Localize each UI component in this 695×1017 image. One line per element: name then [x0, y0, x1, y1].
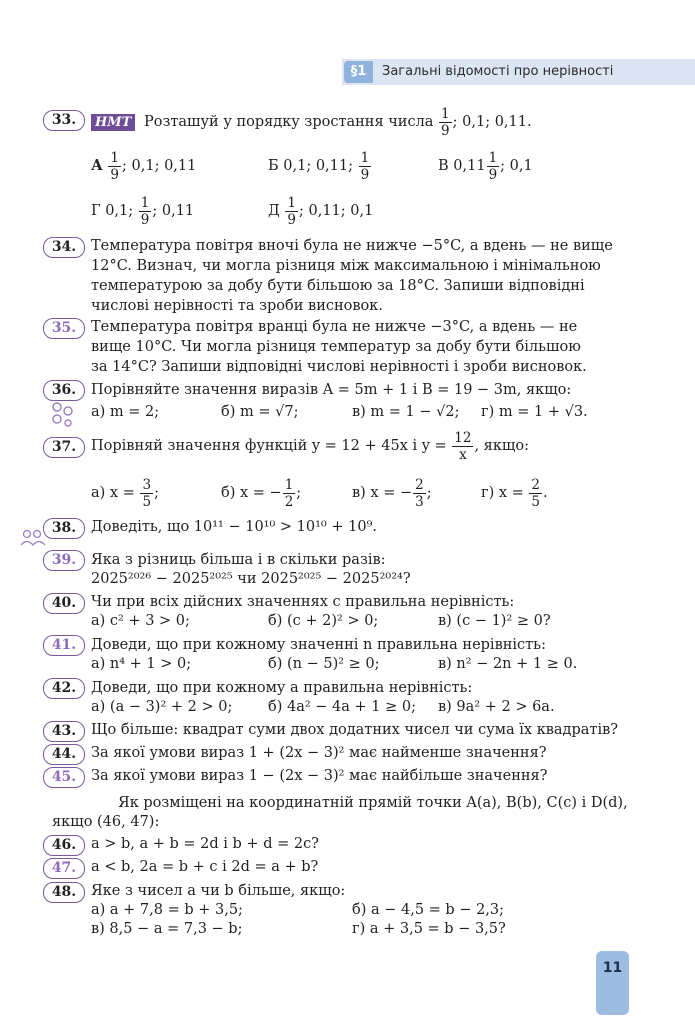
problem-39-line-1: Яка з різниць більша і в скільки разів: — [91, 552, 386, 568]
option-a: А $\frac{1}{9}$ ; 0,1; 0,11 — [91, 149, 197, 183]
problem-number: 44. — [43, 744, 85, 765]
problem-34-line-4: числові нерівності та зроби висновок. — [91, 298, 383, 314]
problem-41-line-1: Доведи, що при кожному значенні n правильна нерівність: — [91, 637, 546, 653]
problem-43-text: Що більше: квадрат суми двох додатних чисел чи сума їх квадратів? — [91, 722, 619, 738]
page-number: 11 — [596, 951, 629, 1015]
problem-number: 43. — [43, 721, 85, 742]
problem-number: 48. — [43, 882, 85, 903]
problem-number: 36. — [43, 380, 85, 401]
problem-number: 39. — [43, 550, 85, 571]
problem-42-line-1: Доведи, що при кожному a правильна нерівність: — [91, 680, 473, 696]
problem-34-line-1: Температура повітря вночі була не нижче −5°C, а вдень — не вище — [91, 238, 613, 254]
problem-48-d: г) a + 3,5 = b − 3,5? — [352, 921, 506, 937]
problem-36-b: б) m = √7; — [221, 404, 299, 420]
problem-47-text: a < b, 2a = b + c і 2d = a + b? — [91, 859, 319, 875]
problem-34-line-2: 12°C. Визнач, чи могла різниця між максимальною і мінімальною — [91, 258, 601, 274]
section-badge: §1 — [344, 61, 373, 83]
option-v: В 0,11 $\frac{1}{9}$ ; 0,1 — [438, 149, 533, 183]
option-d: Д $\frac{1}{9}$ ; 0,11; 0,1 — [268, 194, 374, 228]
problem-37-b: б) x = − $\frac{1}{2}$ ; — [221, 476, 302, 510]
problem-46-text: a > b, a + b = 2d і b + d = 2c? — [91, 836, 319, 852]
problem-48-a: а) a + 7,8 = b + 3,5; — [91, 902, 243, 918]
problem-40-line-1: Чи при всіх дійсних значеннях c правильна нерівність: — [91, 594, 515, 610]
problem-number: 33. — [43, 110, 85, 131]
problem-number: 34. — [43, 237, 85, 258]
problem-40-c: в) (c − 1)² ≥ 0? — [438, 613, 551, 629]
problem-42-a: а) (a − 3)² + 2 > 0; — [91, 699, 233, 715]
problem-40-a: а) c² + 3 > 0; — [91, 613, 190, 629]
problem-number: 42. — [43, 678, 85, 699]
problem-37-a: а) x = $\frac{3}{5}$ ; — [91, 476, 159, 510]
option-g: Г 0,1; $\frac{1}{9}$ ; 0,11 — [91, 194, 195, 228]
problem-41-b: б) (n − 5)² ≥ 0; — [268, 656, 380, 672]
problem-42-c: в) 9a² + 2 > 6a. — [438, 699, 555, 715]
problem-37-d: г) x = $\frac{2}{5}$ . — [481, 476, 548, 510]
problem-41-c: в) n² − 2n + 1 ≥ 0. — [438, 656, 578, 672]
problem-number: 37. — [43, 437, 85, 458]
option-b: Б 0,1; 0,11; $\frac{1}{9}$ — [268, 149, 370, 183]
problem-36-c: в) m = 1 − √2; — [352, 404, 460, 420]
problem-39-line-2: 2025²⁰²⁶ − 2025²⁰²⁵ чи 2025²⁰²⁵ − 2025²⁰²⁴? — [91, 571, 411, 587]
problem-number: 45. — [43, 767, 85, 788]
problem-36-a: а) m = 2; — [91, 404, 160, 420]
problem-35-line-1: Температура повітря вранці була не нижче −3°C, а вдень — не — [91, 319, 578, 335]
problem-35-line-3: за 14°C? Запиши відповідні числові нерівності і зроби висновок. — [91, 359, 587, 375]
fraction: $\frac{1}{9}$ — [441, 105, 450, 139]
problem-33-tail: ; 0,1; 0,11. — [452, 114, 532, 130]
problem-36-d: г) m = 1 + √3. — [481, 404, 588, 420]
problem-37-c: в) x = − $\frac{2}{3}$ ; — [352, 476, 432, 510]
problem-34-line-3: температурою за добу бути більшою за 18°C. Запиши відповідні — [91, 278, 585, 294]
problem-number: 47. — [43, 858, 85, 879]
group-work-icon — [48, 400, 78, 428]
problem-33-statement: Розташуй у порядку зростання числа — [143, 114, 434, 130]
problem-40-b: б) (c + 2)² > 0; — [268, 613, 379, 629]
problem-48-b: б) a − 4,5 = b − 2,3; — [352, 902, 505, 918]
problem-36-line-1: Порівняйте значення виразів A = 5m + 1 і B = 19 − 3m, якщо: — [91, 382, 572, 398]
problem-42-b: б) 4a² − 4a + 1 ≥ 0; — [268, 699, 416, 715]
problem-48-c: в) 8,5 − a = 7,3 − b; — [91, 921, 243, 937]
problem-33-text — [91, 104, 532, 140]
nmt-badge: НМТ — [91, 114, 135, 131]
problem-35-line-2: вище 10°C. Чи могла різниця температур за добу бути більшою — [91, 339, 581, 355]
problem-38-text: Доведіть, що 10¹¹ − 10¹⁰ > 10¹⁰ + 10⁹. — [91, 519, 377, 535]
problem-number: 41. — [43, 635, 85, 656]
intro-line-1: Як розміщені на координатній прямій точки A(a), B(b), C(c) і D(d), — [118, 795, 628, 811]
pair-work-icon — [20, 527, 46, 549]
problem-number: 38. — [43, 518, 85, 539]
problem-48-line-1: Яке з чисел a чи b більше, якщо: — [91, 883, 346, 899]
problem-37-line-1: Порівняй значення функцій y = 12 + 45x і y = $\frac{12}{x}$ , якщо: — [91, 429, 529, 463]
problem-44-text: За якої умови вираз 1 + (2x − 3)² має найменше значення? — [91, 745, 547, 761]
problem-number: 40. — [43, 593, 85, 614]
problem-45-text: За якої умови вираз 1 − (2x − 3)² має найбільше значення? — [91, 768, 548, 784]
problem-41-a: а) n⁴ + 1 > 0; — [91, 656, 192, 672]
problem-number: 46. — [43, 835, 85, 856]
intro-line-2: якщо (46, 47): — [52, 814, 160, 830]
problem-number: 35. — [43, 318, 85, 339]
section-title: Загальні відомості про нерівності — [382, 64, 614, 79]
